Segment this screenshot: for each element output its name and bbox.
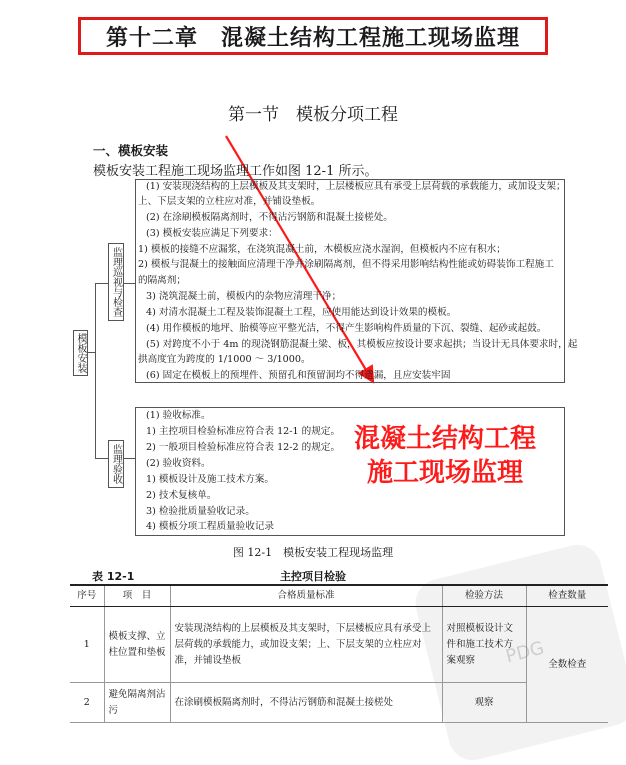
- intro-text: 模板安装工程施工现场监理工作如图 12-1 所示。: [93, 164, 378, 179]
- acceptance-line: 2) 一般项目检验标准应符合表 12-2 的规定。: [146, 442, 341, 453]
- cell-item: 模板支撑、立柱位置和垫板: [104, 607, 170, 683]
- chapter-title: 第十二章 混凝土结构工程施工现场监理: [78, 17, 548, 55]
- column-header: 检查数量: [526, 585, 608, 607]
- section-title: 第一节 模板分项工程: [228, 105, 398, 125]
- acceptance-line: 1) 模板设计及施工技术方案。: [146, 474, 275, 485]
- group-label-inspection: 监理巡视与检查: [108, 243, 124, 321]
- inspection-line: 拱高度宜为跨度的 1/1000 ～ 3/1000。: [138, 354, 311, 365]
- connector-line: [95, 283, 109, 284]
- inspection-line: 的隔离剂；: [138, 275, 186, 286]
- table-row: [70, 607, 608, 683]
- acceptance-line: 3) 检验批质量验收记录。: [146, 506, 255, 517]
- acceptance-line: 4) 模板分项工程质量验收记录: [146, 521, 275, 532]
- column-header: 序号: [70, 585, 104, 607]
- table-title: 主控项目检验: [280, 570, 346, 583]
- inspection-group-box: [135, 179, 565, 383]
- inspection-line: (5) 对跨度不小于 4m 的现浇钢筋混凝土梁、板，其模板应按设计要求起拱；当设计无具体要求时，起: [146, 339, 578, 350]
- acceptance-line: (2) 验收资料。: [146, 458, 211, 469]
- overlay-line: 施工现场监理: [366, 458, 523, 488]
- acceptance-line: 1) 主控项目检验标准应符合表 12-1 的规定。: [146, 426, 341, 437]
- acceptance-line: 2) 技术复核单。: [146, 490, 217, 501]
- figure-caption: 图 12-1 模板安装工程现场监理: [232, 546, 394, 559]
- connector-line: [87, 352, 95, 353]
- inspection-line: (2) 在涂刷模板隔离剂时，不得沾污钢筋和混凝土接槎处。: [146, 212, 393, 223]
- cell-method: 观察: [442, 683, 526, 723]
- cell-method: 对照模板设计文件和施工技术方案观察: [442, 607, 526, 683]
- overlay-line: 混凝土结构工程: [353, 424, 536, 454]
- column-header: 项 目: [104, 585, 170, 607]
- cell-item: 避免隔离剂沾污: [104, 683, 170, 723]
- connector-line: [123, 458, 135, 459]
- cell-no: 1: [70, 607, 104, 683]
- group-label-acceptance: 监理验收: [108, 440, 124, 488]
- inspection-line: (4) 用作模板的地坪、胎模等应平整光洁，不得产生影响构件质量的下沉、裂缝、起砂或起鼓。: [146, 323, 547, 334]
- subheading: 一、模板安装: [93, 143, 169, 158]
- table-header-row: [70, 585, 608, 607]
- inspection-line: 1) 模板的接缝不应漏浆，在浇筑混凝土前，木模板应浇水湿润，但模板内不应有积水；: [138, 244, 506, 255]
- watermark-text: PDG: [503, 637, 547, 668]
- overlay-annotation: [330, 422, 560, 490]
- inspection-line: 3) 浇筑混凝土前，模板内的杂物应清理干净；: [146, 291, 342, 302]
- cell-no: 2: [70, 683, 104, 723]
- inspection-line: (1) 安装现浇结构的上层模板及其支架时，上层楼板应具有承受上层荷载的承载能力，或加设支架；: [146, 181, 566, 192]
- inspection-line: 上、下层支架的立柱应对准，并铺设垫板。: [138, 196, 321, 207]
- cell-standard: 安装现浇结构的上层模板及其支架时，下层楼板应具有承受上层荷载的承载能力，或加设支架；上、下层支架的立柱应对准，并铺设垫板: [170, 607, 442, 683]
- cell-qty: 全数检查: [526, 607, 608, 723]
- acceptance-line: (1) 验收标准。: [146, 410, 211, 421]
- inspection-line: 2) 模板与混凝土的接触面应清理干净并涂刷隔离剂，但不得采用影响结构性能或妨碍装饰工程施工: [138, 259, 554, 270]
- column-header: 检验方法: [442, 585, 526, 607]
- table-label: 表 12-1: [92, 570, 135, 583]
- inspection-table: [70, 584, 608, 723]
- connector-line: [95, 283, 96, 458]
- cell-standard: 在涂刷模板隔离剂时，不得沾污钢筋和混凝土接槎处: [170, 683, 442, 723]
- connector-line: [123, 283, 135, 284]
- inspection-line: 4) 对清水混凝土工程及装饰混凝土工程，应使用能达到设计效果的模板。: [146, 307, 457, 318]
- connector-line: [95, 458, 109, 459]
- inspection-line: (6) 固定在模板上的预埋件、预留孔和预留洞均不得遗漏，且应安装牢固: [146, 370, 451, 381]
- inspection-line: (3) 模板安装应满足下列要求：: [146, 228, 278, 239]
- root-label: 模板安装: [73, 330, 88, 376]
- column-header: 合格质量标准: [170, 585, 442, 607]
